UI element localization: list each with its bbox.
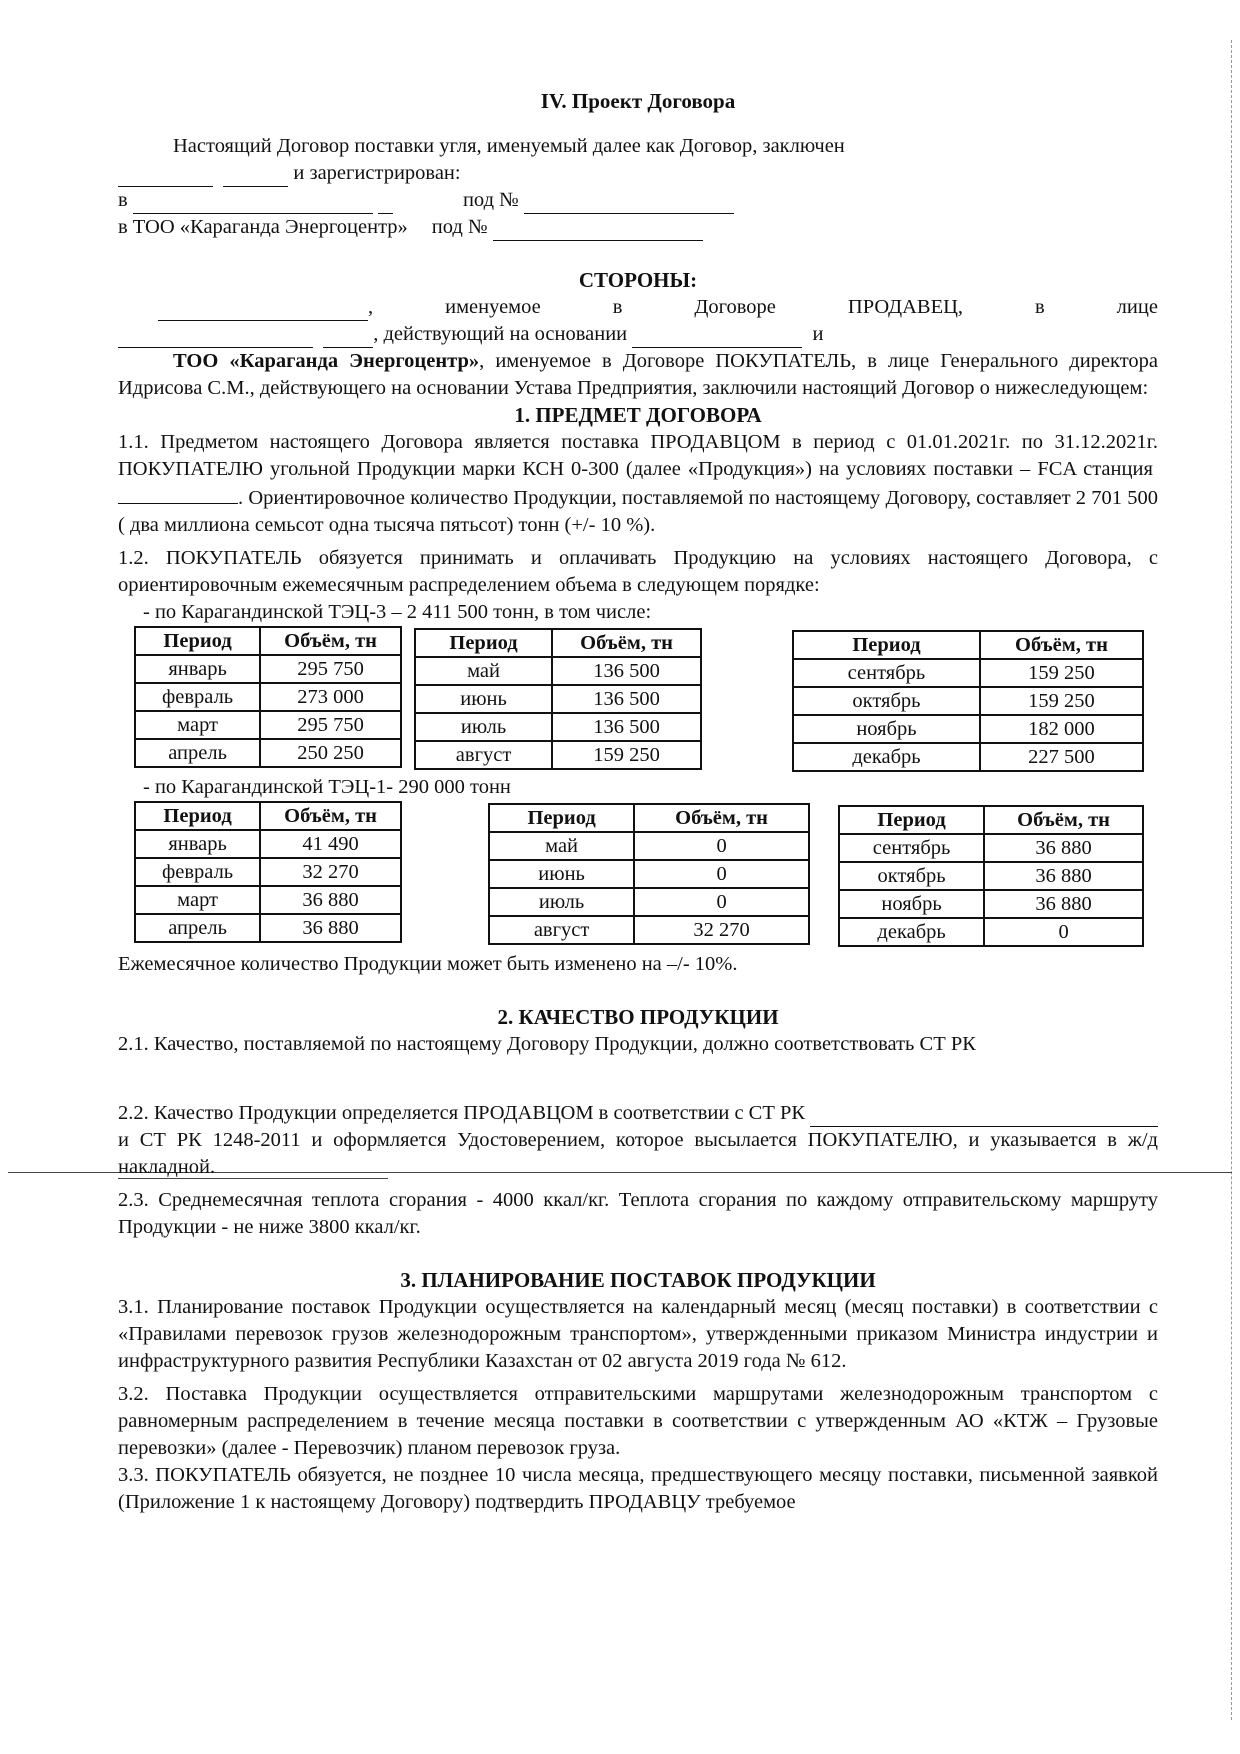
clause-1-1: 1.1. Предметом настоящего Договора является поставка ПРОДАВЦОМ в период с 01.01.2021г. по 31.12.2021г. ПОКУПАТЕЛЮ угольной Продукции марки КСН 0-300 (далее «Продукция») на условиях поставки – FCA станция . Ориентировочное количество Продукции, поставляемой по настоящему Договору, составляет 2 701 500 ( два миллиона семьсот одна тысяча пятьсот) тонн (+/- 10 %). xyxy=(118,431,1158,536)
section-3-heading: 3. ПЛАНИРОВАНИЕ ПОСТАВОК ПРОДУКЦИИ xyxy=(400,1268,876,1292)
tec3-table-1: Период Объём, тн январь 295 750 февраль 273 000 март 295 750 апрель 250 250 xyxy=(134,626,402,768)
tec3-caption: - по Карагандинской ТЭЦ-3 – 2 411 500 тонн, в том числе: xyxy=(143,601,652,623)
tec3-table-3: Период Объём, тн сентябрь 159 250 октябрь 159 250 ноябрь 182 000 декабрь 227 500 xyxy=(792,630,1144,772)
clause-3-2: 3.2. Поставка Продукции осуществляется отправительскими маршрутами железнодорожным транспортом с равномерным распределением в течение месяца поставки в соответствии с утвержденным АО «КТЖ – Грузовые перевозки» (далее - Перевозчик) планом перевозок груза. xyxy=(118,1383,1158,1459)
monthly-note: Ежемесячное количество Продукции может быть изменено на –/- 10%. xyxy=(118,953,738,975)
document-body xyxy=(118,88,1158,1516)
tec1-table-3: Период Объём, тн сентябрь 36 880 октябрь 36 880 ноябрь 36 880 декабрь 0 xyxy=(838,805,1144,947)
seller-line-2: , действующий на основании и xyxy=(118,321,1158,348)
registration-line-2: в ТОО «Караганда Энергоцентр» под № xyxy=(118,214,1158,241)
blank-seller-basis xyxy=(632,327,802,348)
clause-2-3: 2.3. Среднемесячная теплота сгорания - 4000 ккал/кг. Теплота сгорания по каждому отправительскому маршруту Продукции - не ниже 3800 ккал/кг. xyxy=(118,1189,1158,1238)
blank-org xyxy=(133,193,373,214)
blank-seller-name xyxy=(158,300,368,321)
intro-line-1: Настоящий Договор поставки угля, именуемый далее как Договор, заключен xyxy=(173,135,845,157)
buyer-paragraph: ТОО «Караганда Энергоцентр», именуемое в Договоре ПОКУПАТЕЛЬ, в лице Генерального директора Идрисова С.М., действующего на основании Устава Предприятия, заключили настоящий Договор о нижеследующем: xyxy=(118,350,1158,399)
clause-2-1: 2.1. Качество, поставляемой по настоящему Договору Продукции, должно соответствовать СТ РК xyxy=(118,1033,976,1055)
blank-standard xyxy=(810,1106,1158,1127)
clause-1-2: 1.2. ПОКУПАТЕЛЬ обязуется принимать и оплачивать Продукцию на условиях настоящего Договора, с ориентировочным ежемесячным распределением объема в следующем порядке: xyxy=(118,547,1158,596)
tec1-table-1: Период Объём, тн январь 41 490 февраль 32 270 март 36 880 апрель 36 880 xyxy=(134,801,402,943)
tec1-table-2: Период Объём, тн май 0 июнь 0 июль 0 август 32 270 xyxy=(488,803,810,945)
tec3-table-2: Период Объём, тн май 136 500 июнь 136 500 июль 136 500 август 159 250 xyxy=(414,628,702,770)
blank-reg-number-1 xyxy=(524,193,734,214)
parties-heading: СТОРОНЫ: xyxy=(578,268,698,292)
blank-station xyxy=(118,483,238,504)
col-volume-header: Объём, тн xyxy=(260,627,401,655)
tec3-tables xyxy=(118,626,1158,774)
tec1-caption: - по Карагандинской ТЭЦ-1- 290 000 тонн xyxy=(143,776,511,798)
clause-2-2-line: 2.2. Качество Продукции определяется ПРОДАВЦОМ в соответствии с СТ РК xyxy=(118,1100,1158,1127)
registration-line-1: в под № xyxy=(118,187,1158,214)
tec1-tables xyxy=(118,801,1158,951)
blank-date-2 xyxy=(223,166,288,187)
blank-seller-rep xyxy=(118,327,313,348)
blank-reg-number-2 xyxy=(493,220,703,241)
section-1-heading: 1. ПРЕДМЕТ ДОГОВОРА xyxy=(514,403,762,427)
scan-edge-line xyxy=(1230,40,1232,1720)
col-period-header: Период xyxy=(135,627,260,655)
section-2-heading: 2. КАЧЕСТВО ПРОДУКЦИИ xyxy=(497,1005,779,1029)
clause-2-2: и СТ РК 1248-2011 и оформляется Удостоверением, которое высылается ПОКУПАТЕЛЮ, и указывается в ж/д накладной. xyxy=(118,1129,1158,1178)
blank-date-1 xyxy=(118,166,213,187)
clause-3-3: 3.3. ПОКУПАТЕЛЬ обязуется, не позднее 10 числа месяца, предшествующего месяцу поставки, письменной заявкой (Приложение 1 к настоящему Договору) подтвердить ПРОДАВЦУ требуемое xyxy=(118,1464,1158,1513)
seller-line-1: , именуемое в Договоре ПРОДАВЕЦ, в лице xyxy=(118,294,1158,321)
clause-3-1: 3.1. Планирование поставок Продукции осуществляется на календарный месяц (месяц поставки) в соответствии с «Правилами перевозок грузов железнодорожным транспортом», утвержденными приказом Министра индустрии и инфраструктурного развития Республики Казахстан от 02 августа 2019 года № 612. xyxy=(118,1296,1158,1372)
intro-line-2: и зарегистрирован: xyxy=(118,160,1158,187)
document-title: IV. Проект Договора xyxy=(540,89,736,113)
